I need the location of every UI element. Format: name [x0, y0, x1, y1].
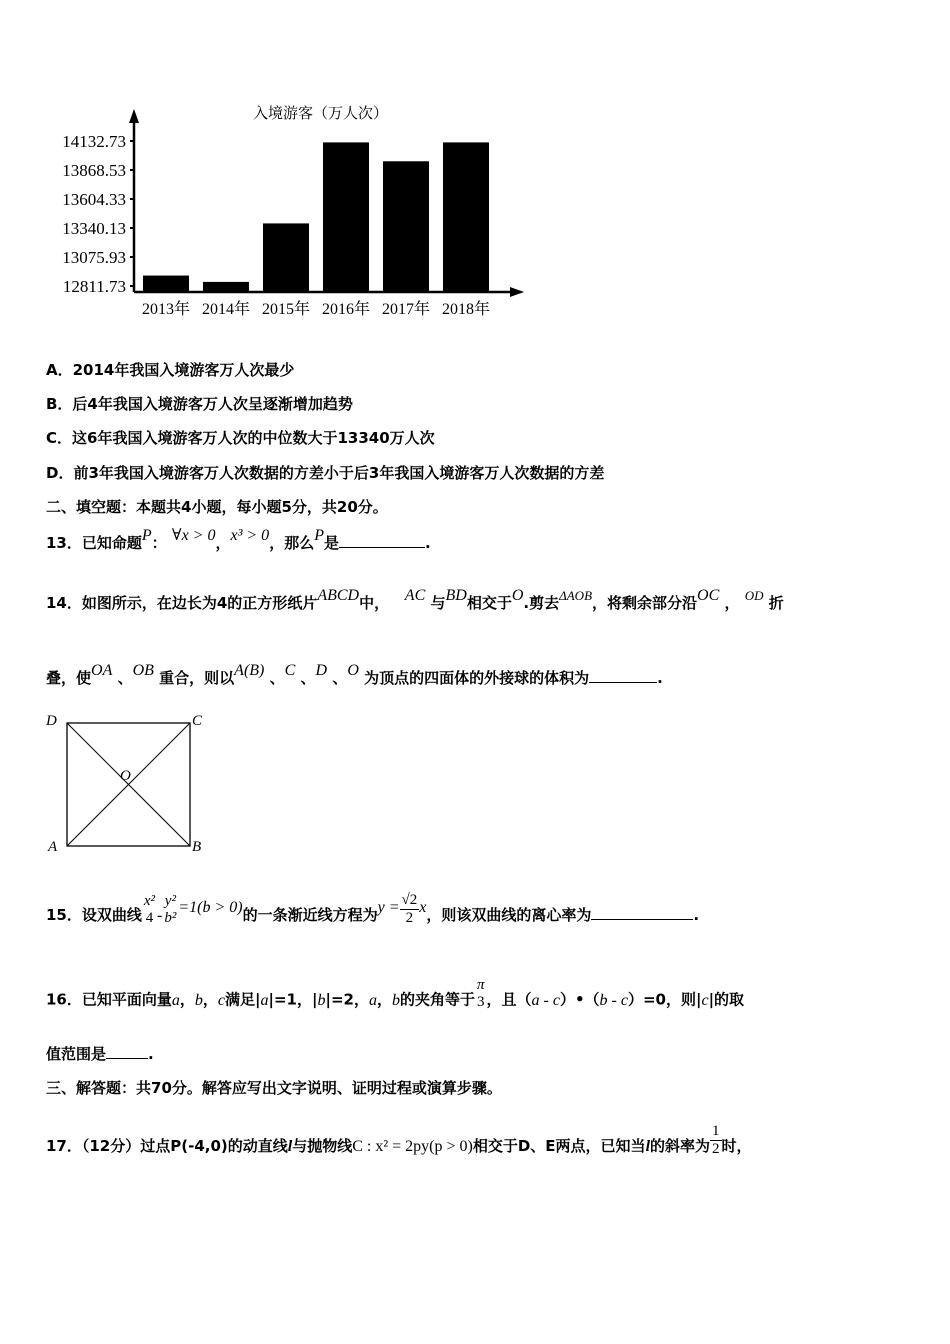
question-14-line-1: 14．如图所示，在边长为4的正方形纸片ABCD中， AC 与BD相交于O.剪去ΔAOB，将剩余部分沿OC ， OD 折: [46, 587, 784, 612]
y-tick-label: 13868.53: [62, 161, 126, 180]
question-14-line-2: 叠，使OA 、OB 重合，则以A(B) 、C 、D 、O 为顶点的四面体的外接球的体积为 .: [46, 662, 663, 687]
label-a: A: [48, 839, 58, 855]
option-a: A．2014年我国入境游客万人次最少: [46, 361, 295, 379]
x-tick-labels: [142, 299, 490, 318]
x-tick-label: 2016年: [321, 301, 371, 318]
question-13: 13．已知命题P： ∀x > 0，x³ > 0，那么P是 .: [46, 527, 431, 552]
y-axis-arrow: [129, 109, 139, 123]
y-tick-label: 14132.73: [62, 132, 126, 151]
bar-chart: [40, 95, 540, 330]
bars: [143, 142, 489, 292]
x-tick-label: 2017年: [381, 301, 431, 318]
option-b: B．后4年我国入境游客万人次呈逐渐增加趋势: [46, 395, 353, 413]
answer-blank[interactable]: [106, 1044, 148, 1059]
chart-title: 入境游客（万人次）: [253, 104, 389, 122]
bar: [203, 282, 249, 292]
bar: [323, 142, 369, 292]
y-tick-label: 13075.93: [62, 248, 126, 267]
x-axis-arrow: [510, 287, 524, 297]
y-tick-label: 12811.73: [62, 277, 126, 296]
x-tick-label: 2014年: [201, 301, 251, 318]
y-tick-label: 13340.13: [62, 219, 126, 238]
answer-blank[interactable]: [591, 905, 693, 920]
label-c: C: [192, 713, 203, 729]
x-tick-label: 2015年: [261, 301, 311, 318]
y-tick-labels: [62, 132, 134, 296]
bar: [443, 142, 489, 292]
label-o: O: [120, 768, 131, 784]
bar: [383, 161, 429, 292]
section-3-heading: 三、解答题：共70分。解答应写出文字说明、证明过程或演算步骤。: [46, 1079, 502, 1097]
bar: [263, 223, 309, 292]
bar: [143, 276, 189, 292]
section-2-heading: 二、填空题：本题共4小题，每小题5分，共20分。: [46, 498, 388, 516]
label-b: B: [192, 839, 202, 855]
label-d: D: [46, 713, 57, 729]
question-16-line-2: 值范围是 .: [46, 1045, 154, 1063]
option-d: D．前3年我国入境游客万人次数据的方差小于后3年我国入境游客万人次数据的方差: [46, 464, 605, 482]
y-tick-label: 13604.33: [62, 190, 126, 209]
x-tick-label: 2018年: [441, 301, 491, 318]
x-tick-label: 2013年: [141, 301, 191, 318]
question-15: 15．设双曲线 x² 4 - y² b² =1(b > 0)的一条渐近线方程为y = $\frac{√2}{2}$ x，则该双曲线的离心率为 .: [46, 892, 700, 926]
square-figure: [40, 708, 220, 858]
option-c: C．这6年我国入境游客万人次的中位数大于13340万人次: [46, 429, 435, 447]
answer-blank[interactable]: [589, 668, 657, 683]
question-16-line-1: 16．已知平面向量a，b，c满足|a|=1，|b|=2，a，b的夹角等于 π 3 ，且（a - c）•（b - c）=0，则|c|的取: [46, 977, 745, 1010]
question-17: 17．（12分）过点P(-4,0)的动直线l与抛物线C : x² = 2py(p > 0)相交于D、E两点，已知当l的斜率为 $\frac{1}{2}$ 时，: [46, 1123, 752, 1157]
answer-blank[interactable]: [339, 533, 425, 548]
